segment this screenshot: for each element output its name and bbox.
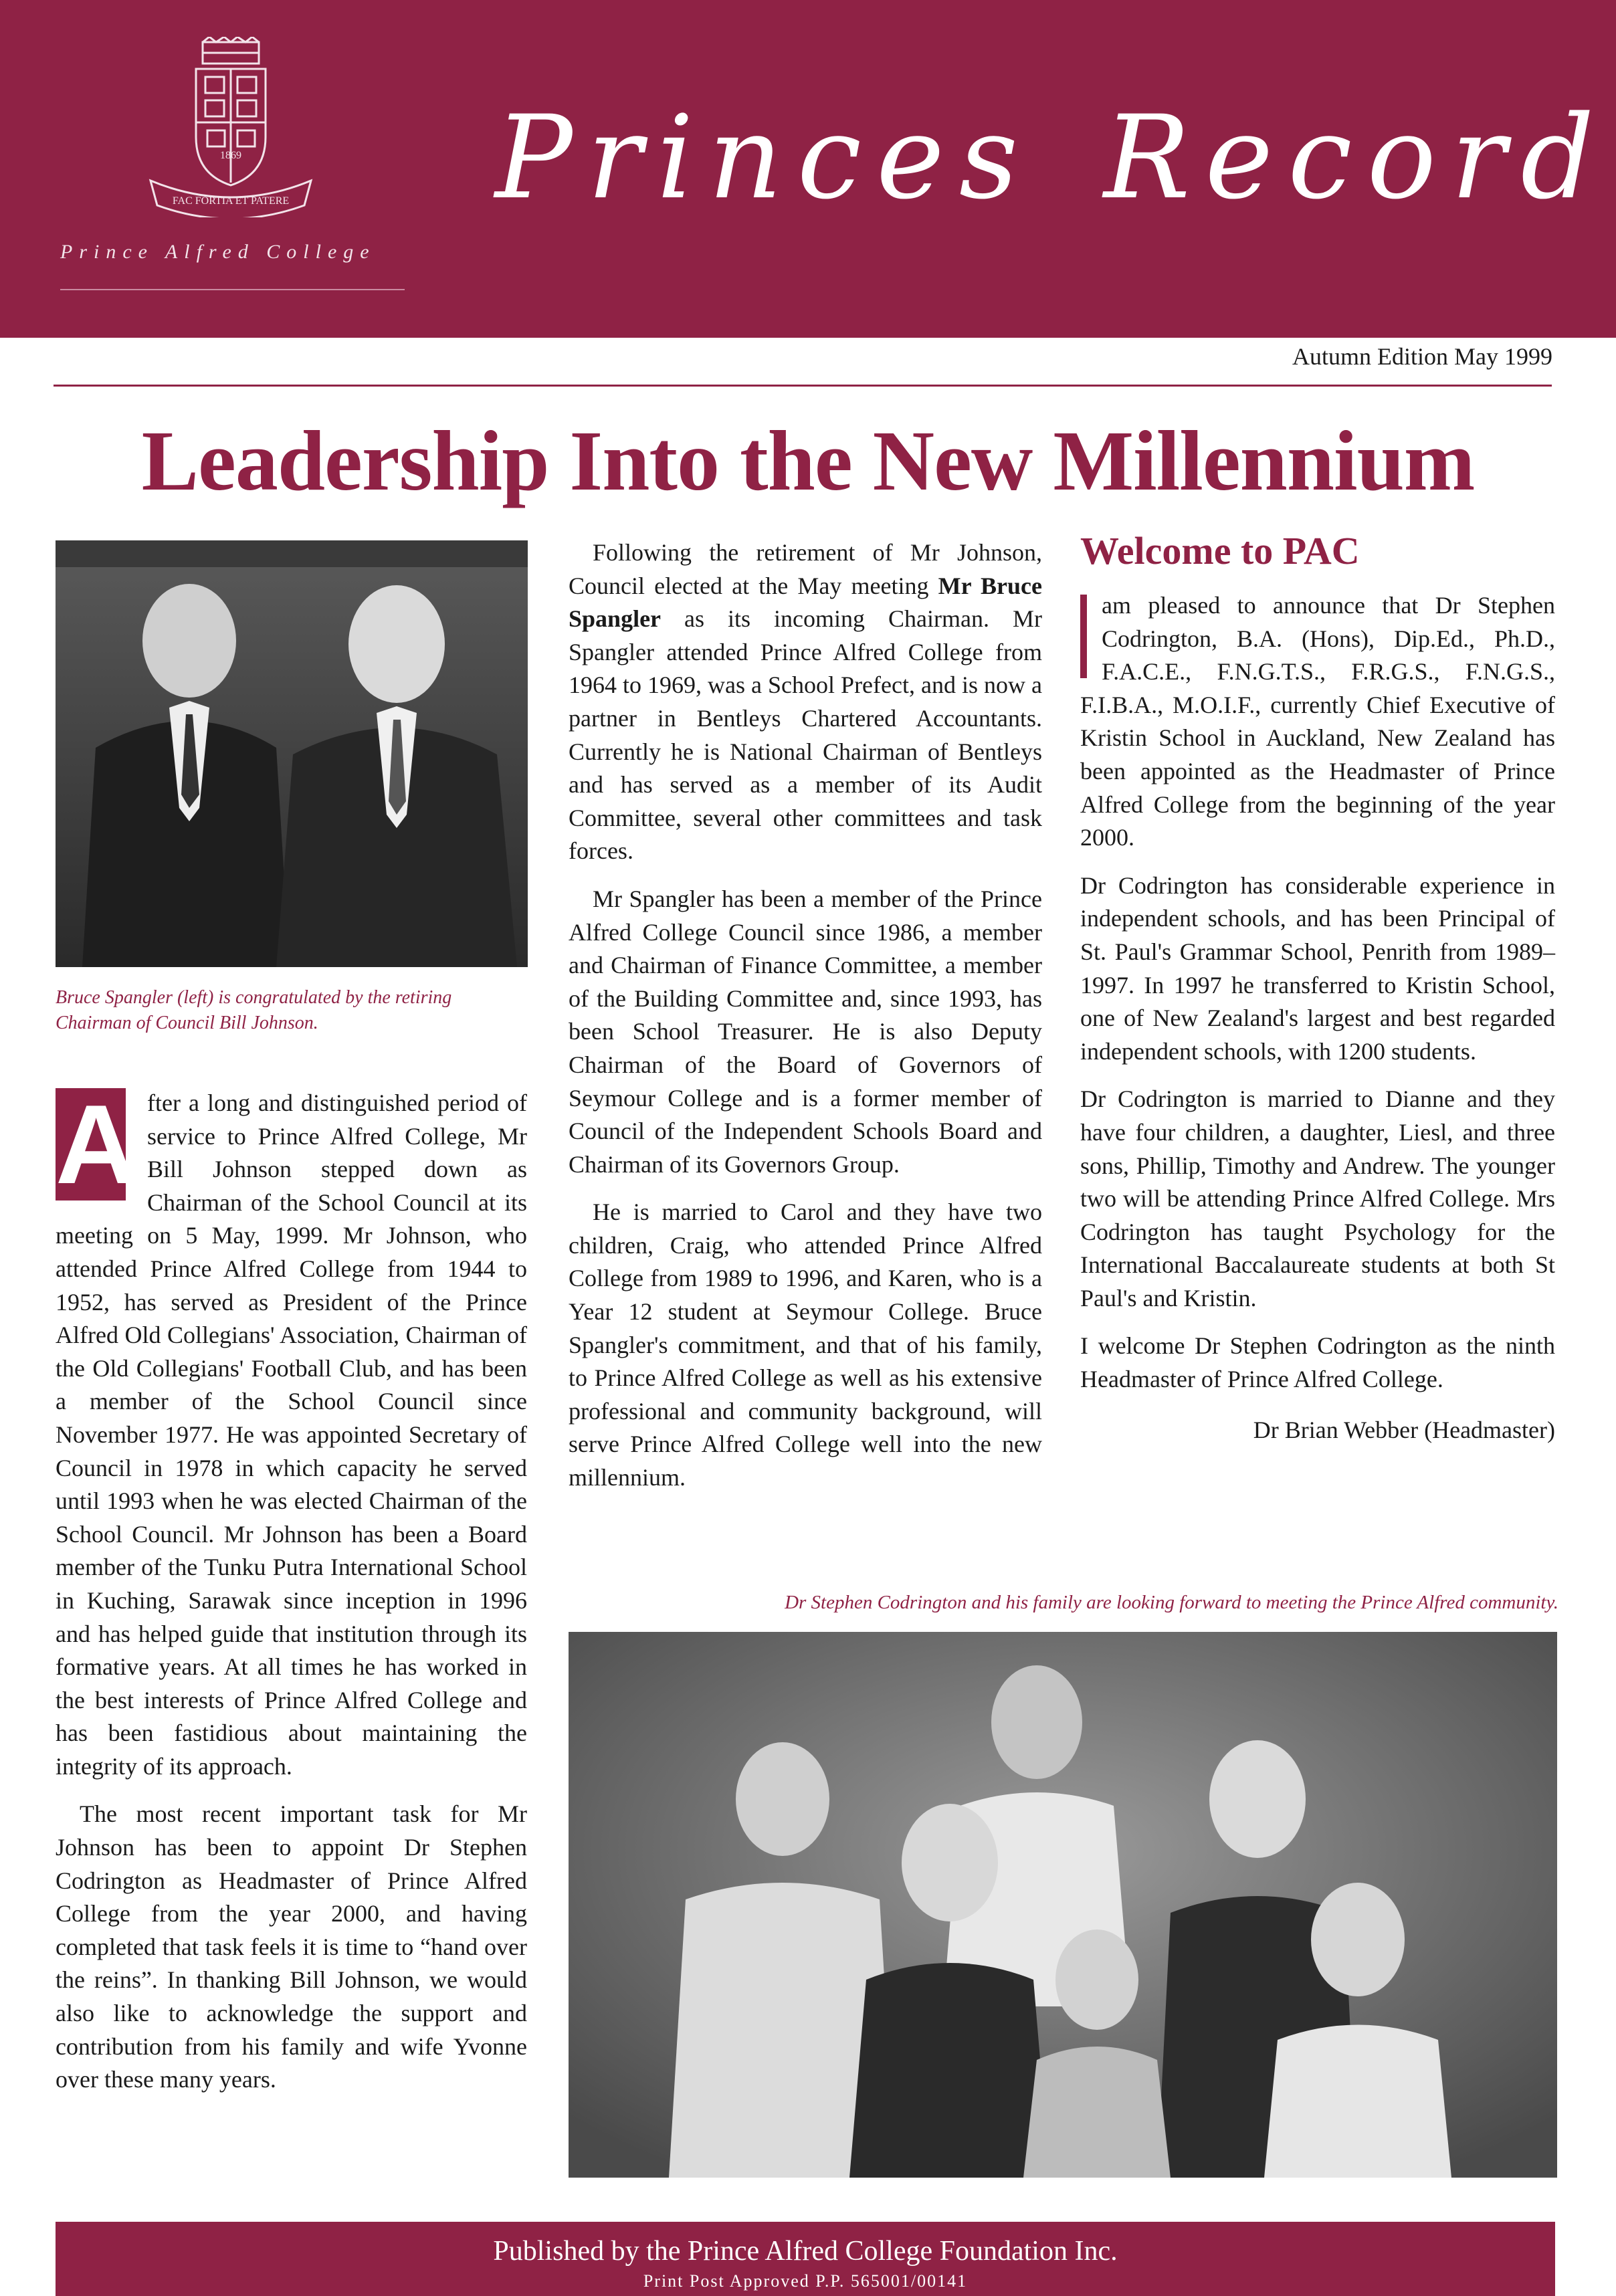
college-name-rule [60, 289, 405, 290]
college-crest-icon [144, 37, 318, 217]
svg-text:FAC FORTIA ET PATERE: FAC FORTIA ET PATERE [172, 195, 290, 207]
article-paragraph-5: He is married to Carol and they have two children, Craig, who attended Prince Alfred College from 1989 to 1996, and Karen, who is a Year 12 student at Seymour College. Bruce Spangler's commitment, and that of his family, to Prince Alfred College as well as his extensive professional and community background, will serve Prince Alfred College well into the new millennium. [569, 1198, 1042, 1491]
drop-cap-i [1080, 595, 1087, 678]
article-paragraph-3 [569, 536, 1042, 868]
photo-spangler-johnson [56, 540, 528, 967]
article-paragraph-1 [56, 1081, 527, 1783]
footer-print-post: Print Post Approved P.P. 565001/00141 [643, 2271, 968, 2291]
welcome-paragraph-1 [1080, 589, 1555, 855]
welcome-paragraph-2: Dr Codrington has considerable experience in independent schools, and has been Principal of St. Paul's Grammar School, Penrith from 1989–1997. In 1997 he transferred to Kristin School, one of New Zealand's largest and best regarded independent schools, with 1200 students. [1080, 871, 1555, 1065]
college-name: Prince Alfred College [60, 241, 376, 263]
masthead-title-record [1104, 90, 1609, 225]
article-p3-b: as its incoming Chairman. Mr Spangler attended Prince Alfred College from 1964 to 1969, was a School Prefect, and is now a partner in Bentleys Chartered Accountants. Currently he is National Chairman of Bentleys and has served as a member of its Audit Committee, several other committees and task forces. [569, 605, 1042, 865]
photo-codrington-family [569, 1632, 1557, 2178]
welcome-p1-text: am pleased to announce that Dr Stephen Codrington, B.A. (Hons), Dip.Ed., Ph.D., F.A.C.E., F.N.G.T.S., F.R.G.S., F.N.G.S., F.I.B.A., M.O.I.F., currently Chief Executive of Kristin School in Auckland, New Zealand has been appointed as the Headmaster of Prince Alfred College from the beginning of the year 2000. [1080, 592, 1555, 851]
photo2-caption: Dr Stephen Codrington and his family are looking forward to meeting the Prince Alfred community. [785, 1592, 1558, 1613]
title-princes: Princes [495, 90, 1033, 225]
article-p3-bold: Mr Bruce Spangler [569, 572, 1042, 633]
article-column-1 [56, 1081, 527, 2111]
headline: Leadership Into the New Millennium [141, 413, 1475, 508]
edition-label: Autumn Edition May 1999 [1292, 343, 1552, 370]
svg-text:1869: 1869 [220, 150, 241, 161]
signature: Dr Brian Webber (Headmaster) [1253, 1416, 1555, 1443]
top-divider [54, 385, 1552, 387]
masthead [0, 0, 1616, 338]
welcome-column [1080, 529, 1555, 1447]
footer-publisher: Published by the Prince Alfred College Foundation Inc. [493, 2236, 1118, 2267]
title-record: Record [1104, 90, 1609, 225]
welcome-paragraph-4: I welcome Dr Stephen Codrington as the ninth Headmaster of Prince Alfred College. [1080, 1332, 1555, 1393]
masthead-title-princes [495, 90, 1033, 225]
welcome-paragraph-3: Dr Codrington is married to Dianne and they have four children, a daughter, Liesl, and three sons, Phillip, Timothy and Andrew. The younger two will be attending Prince Alfred College. Mrs Codrington has taught Psychology for the International Baccalaureate students at both St Paul's and Kristin. [1080, 1085, 1555, 1312]
article-p1-text: fter a long and distinguished period of service to Prince Alfred College, Mr Bill Johnson stepped down as Chairman of the School Council at its meeting on 5 May, 1999. Mr Johnson, who attended Prince Alfred College from 1944 to 1952, has served as President of the Prince Alfred Old Collegians' Association, Chairman of the Old Collegians' Football Club, and has been a member of the School Council since November 1977. He was appointed Secretary of Council in 1978 in which capacity he served until 1993 when he was elected Chairman of the School Council. Mr Johnson has been a Board member of the Tunku Putra International School in Kuching, Sarawak since inception in 1996 and has helped guide that institution through its formative years. At all times he has worked in the best interests of Prince Alfred College and has been fastidious about maintaining the integrity of its approach. [56, 1089, 527, 1780]
photo1-caption: Bruce Spangler (left) is congratulated by the retiring Chairman of Council Bill Johnson. [56, 987, 452, 1033]
article-paragraph-4: Mr Spangler has been a member of the Prince Alfred College Council since 1986, a member and Chairman of Finance Committee, a member of the Building Committee and, since 1993, has been School Treasurer. He is also Deputy Chairman of the Board of Governors of Seymour College and is a former member of Council of the Independent Schools Board and Chairman of its Governors Group. [569, 885, 1042, 1178]
article-column-2 [569, 536, 1042, 1509]
welcome-heading: Welcome to PAC [1080, 529, 1360, 572]
article-paragraph-2: The most recent important task for Mr Johnson has been to appoint Dr Stephen Codrington as Headmaster of Prince Alfred College from the year 2000, and having completed that task feels it is time to “hand over the reins”. In thanking Bill Johnson, we would also like to acknowledge the support and contribution from his family and wife Yvonne over these many years. [56, 1800, 527, 2093]
drop-cap: A [56, 1081, 137, 1207]
footer [56, 2222, 1555, 2296]
article-p3-a: Following the retirement of Mr Johnson, Council elected at the May meeting [569, 539, 1042, 599]
